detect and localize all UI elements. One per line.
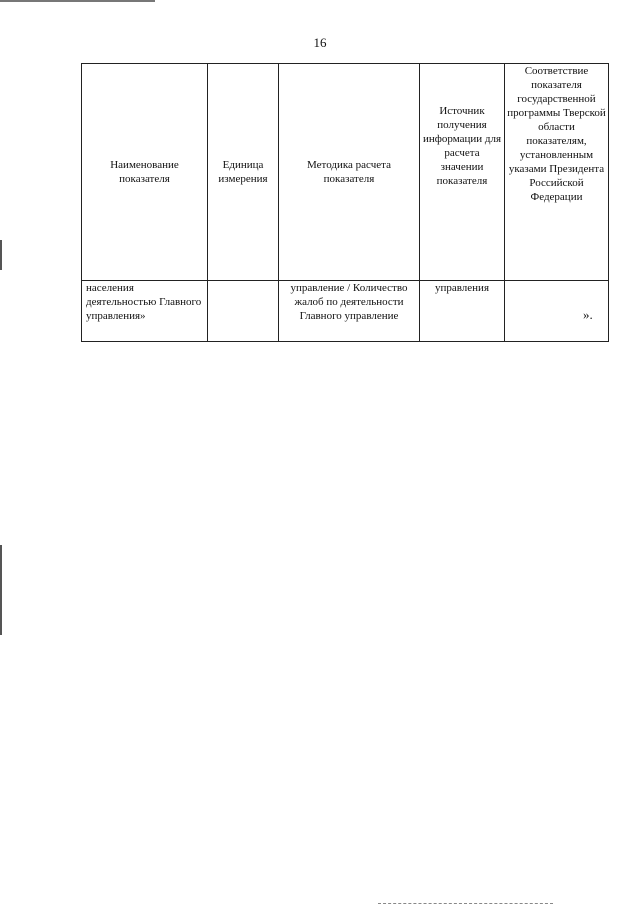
table-header-row — [82, 64, 609, 281]
cell-source: управления — [420, 281, 505, 342]
scan-top-edge — [0, 0, 155, 2]
indicator-table — [81, 63, 609, 342]
header-compliance: Соответствие показателя государственной программы Тверской области показателям, установленным указами Президента Российской Федерации — [505, 64, 609, 281]
scan-left-edge — [0, 545, 2, 635]
scan-bottom-edge — [378, 902, 553, 904]
cell-methodology: управление / Количество жалоб по деятельности Главного управление — [279, 281, 420, 342]
header-unit: Единица измерения — [208, 64, 279, 281]
cell-unit — [208, 281, 279, 342]
header-indicator-name: Наименование показателя — [82, 64, 208, 281]
header-source: Источник получения информации для расчета значении показателя — [420, 64, 505, 281]
header-methodology: Методика расчета показателя — [279, 64, 420, 281]
cell-compliance — [505, 281, 609, 342]
page-number: 16 — [313, 35, 327, 50]
cell-indicator-name: населения деятельностью Главного управления» — [82, 281, 208, 342]
closing-quote-mark: ». — [583, 307, 593, 322]
table-row — [82, 281, 609, 342]
scan-left-edge — [0, 240, 2, 270]
